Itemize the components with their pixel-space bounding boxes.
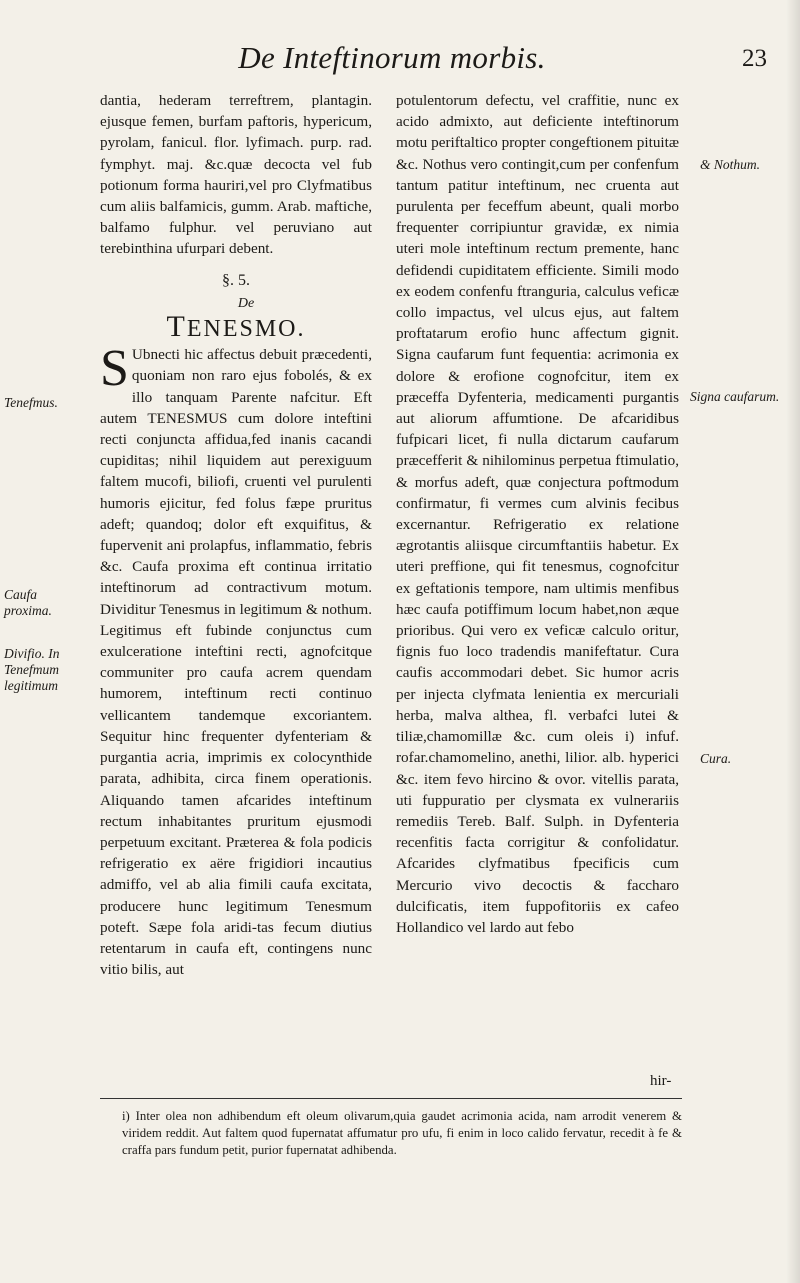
drop-cap: S <box>100 340 129 398</box>
section-preposition: De <box>237 295 255 311</box>
page-edge-shadow <box>786 0 800 1283</box>
left-body-text: Ubnecti hic affectus debuit præcedenti, quoniam non raro ejus fobolés, & ex illo tanquam Parente nafcitur. Eft autem TENESMUS cum dolore inteftini recti conjuncta affidua,fed inanis cacandi cupiditas; nihil liquidem aut perexiguum faltem mucofi, biliofi, cruenti vel purulenti humoris ejicitur, fed folus fæpe pruritus adeft; quandoq; dolor eft exquifitus, & fupervenit ani prolapfus, inflammatio, febris &c. Caufa proxima eft continua irritatio inteftinorum ad contractivum motum. Dividitur Tenesmus in legitimum & nothum. Legitimus eft fubinde conjunctus cum exulceratione inteftini recti, agnofcitque communiter pro caufa acrem quendam humorem, inteftinum recti continuo vellicantem tandemque excoriantem. Sequitur hinc frequenter dyfenteriam & purgantia acria, imprimis ex colocynthide parata, adhibita, circa finem operationis. Aliquando tamen afcarides inteftinum rectum inhabitantes pruritum ejusmodi perpetuum excitant. Præterea & fola podicis refrigeratio ex aëre frigidiori incautius admiffo, vel ab alia fimili caufa excitata, producere hunc legitimum Tenesmum poteft. Sæpe fola aridi-tas fecum diutius retentarum in caufa eft, contingens nunc vitio bilis, aut <box>100 346 372 979</box>
running-title: De Inteftinorum morbis. <box>238 40 546 75</box>
section-heading-rest: ENESMO. <box>186 316 306 343</box>
page-number: 23 <box>742 45 767 72</box>
right-column <box>396 90 679 938</box>
footnote-rule <box>100 1098 682 1099</box>
margin-note-causa-proxima: Caufa proxima. <box>4 587 52 618</box>
margin-note-signa: Signa caufarum. <box>690 389 780 404</box>
catchword: hir- <box>650 1073 672 1089</box>
footnote: i) Inter olea non adhibendum eft oleum olivarum,quia gaudet acrimonia acida, nam arrodit venerem & viridem reddit. Aut faltem quod fupernatat affumatur pro ufu, fi enim in loco calido fervatur, recedit à fe & craffa pars fundum petit, purior fupernatat adhibenda. <box>122 1109 682 1157</box>
intro-paragraph: dantia, hederam terreftrem, plantagin. ejusque femen, burfam paftoris, hypericum, pyrolam, fanicul. flor. lyfimach. purp. rad. fymphyt. maj. &c.quæ decocta vel fub potionum forma hauriri,vel pro Clyfmatibus cum aliis balfamicis, gumm. Arab. maftiche, balfamo fulphur. vel peruviano aut terebinthina ufurpari debent. <box>100 92 372 258</box>
section-heading <box>100 310 372 344</box>
tenesmus-paragraph <box>100 340 372 980</box>
left-column <box>100 90 372 980</box>
margin-note-nothum: & Nothum. <box>700 157 761 172</box>
margin-note-divisio: Divifio. In Tenefmum legitimum <box>4 646 60 693</box>
section-number: §. 5. <box>222 271 250 289</box>
margin-note-cura: Cura. <box>700 751 732 766</box>
section-heading-initial: T <box>166 310 187 344</box>
right-body-text: potulentorum defectu, vel craffitie, nunc ex acido admixto, aut deficiente inteftinorum motu periftaltico propter congeftionem pituitæ &c. Nothus vero contingit,cum per confenfum tantum patitur inteftinum, nec cruenta aut purulenta per feceffum abeunt, quali morbo frequenter corripiuntur gravidæ, ex nimia uteri mole inteftinum rectum premente, hanc defidendi cupiditatem efficiente. Simili modo ex eodem confenfu ftranguria, calculus veficæ collo impactus, vel ulcus ejus, aut faltem proftatarum erofio hunc affectum gignit. Signa caufarum funt fequentia: acrimonia ex dolore & erofione cognofcitur, item ex præceffa Dyfenteria, medicamenti purgantis aut aliorum affumtione. De afcaridibus fufpicari licet, fi nulla dictarum caufarum præcefferit & nihilominus perpetua ftimulatio, & morfus adeft, quæ conjectura poftmodum confirmatur, fi vermes cum alvinis fecibus excernantur. Refrigeratio ex relatione ægrotantis aliisque circumftantiis habetur. Ex uteri preffione, qui fit tenesmus, cognofcitur ex geftationis tempore, nam ultimis menfibus hæc caufa potiffimum locum habet,non æque prioribus. Qui vero ex veficæ calculo oritur, fignis fuo loco tradendis manifeftatur. Cura caufis accommodari debet. Sic humor acris per injecta clyfmata lenientia ex mercuriali herba, malva althea, fl. verbafci lutei & tiliæ,chamomillæ &c. cum oleis i) infuf. rofar.chamomelino, anethi, lilior. alb. hyperici &c. item fevo hircino & ovor. vitellis parata, uti fuppuratio per clysmata ex vulnerariis remediis Tereb. Balf. Sulph. in Dyfenteria recenfitis facta corrigitur & confolidatur. Afcarides clyfmatibus fpecificis cum Mercurio vivo decoctis & faccharo dulcificatis, item fuppofitoriis ex cafeo Hollandico vel lardo aut febo <box>396 92 679 936</box>
margin-note-tenesmus: Tenefmus. <box>4 395 58 410</box>
